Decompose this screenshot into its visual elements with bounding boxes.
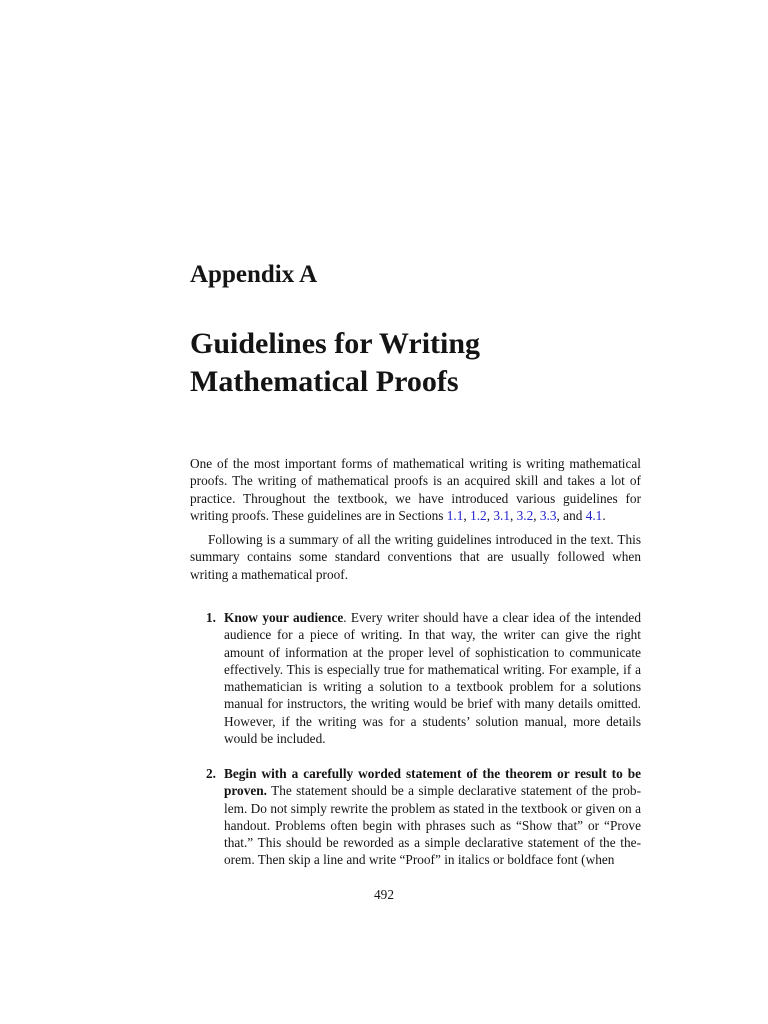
section-link-4-1[interactable]: 4.1: [585, 507, 603, 523]
section-link-3-3[interactable]: 3.3: [539, 507, 557, 523]
section-link-3-1[interactable]: 3.1: [493, 507, 510, 523]
item-number: 1.: [206, 610, 216, 625]
section-link-3-2[interactable]: 3.2: [516, 507, 534, 523]
guidelines-list-continued: [190, 765, 641, 869]
item-heading: Know your audience: [224, 610, 344, 625]
intro-text: One of the most important forms of mathematical writing is writing mathematical proofs. The writing of mathematical proofs is an acquired skill and takes a lot of practice. Throughout the textbook, we have introduced various guidelines for writing proofs. These guidelines are in Sections: [190, 456, 641, 523]
summary-text: Following is a summary of all the writing guidelines introduced in the text. This summary contains some standard conventions that are usually followed when writing a mathematical proof.: [190, 532, 641, 582]
separator: ,: [509, 507, 517, 523]
intro-end: .: [602, 507, 606, 523]
list-item: [190, 609, 641, 747]
section-link-1-1[interactable]: 1.1: [446, 507, 464, 523]
appendix-label: Appendix A: [190, 261, 318, 288]
separator: ,: [463, 507, 471, 523]
separator: ,: [533, 507, 540, 523]
chapter-title-line-2: Mathematical Proofs: [190, 365, 459, 398]
intro-text-block: [190, 455, 641, 524]
item-body: The statement should be a simple declarative statement of the problem. Do not simply rewrite the problem as stated in the textbook or given on a handout. Problems often begin with phrases such as “Show that” or “Prove that.” This should be reworded as a simple declarative statement of the theorem. Then skip a line and write “Proof” in italics or boldface font (when: [224, 783, 641, 868]
guidelines-list: [190, 609, 641, 747]
intro-paragraph: [190, 455, 641, 524]
separator: ,: [486, 507, 494, 523]
chapter-title-line-1: Guidelines for Writing: [190, 327, 481, 360]
item-heading: Begin with a carefully worded statement of the theorem or result to be proven.: [224, 766, 641, 799]
item-number: 2.: [206, 766, 216, 781]
summary-paragraph: [190, 531, 641, 583]
page-number: 492: [374, 887, 394, 902]
item-body: . Every writer should have a clear idea of the intended audience for a piece of writing. In that way, the writer can give the right amount of information at the proper level of sophistication to communicate effectively. This is especially true for mathematical writing. For example, if a mathematician is writing a solution to a textbook problem for a solutions manual for instructors, the writing would be brief with many details omitted. However, if the writing was for a students’ solution manual, more details would be included.: [224, 610, 641, 747]
and-text: , and: [556, 507, 586, 523]
list-item: [190, 765, 641, 869]
section-link-1-2[interactable]: 1.2: [470, 507, 487, 523]
chapter-title: [190, 325, 480, 401]
